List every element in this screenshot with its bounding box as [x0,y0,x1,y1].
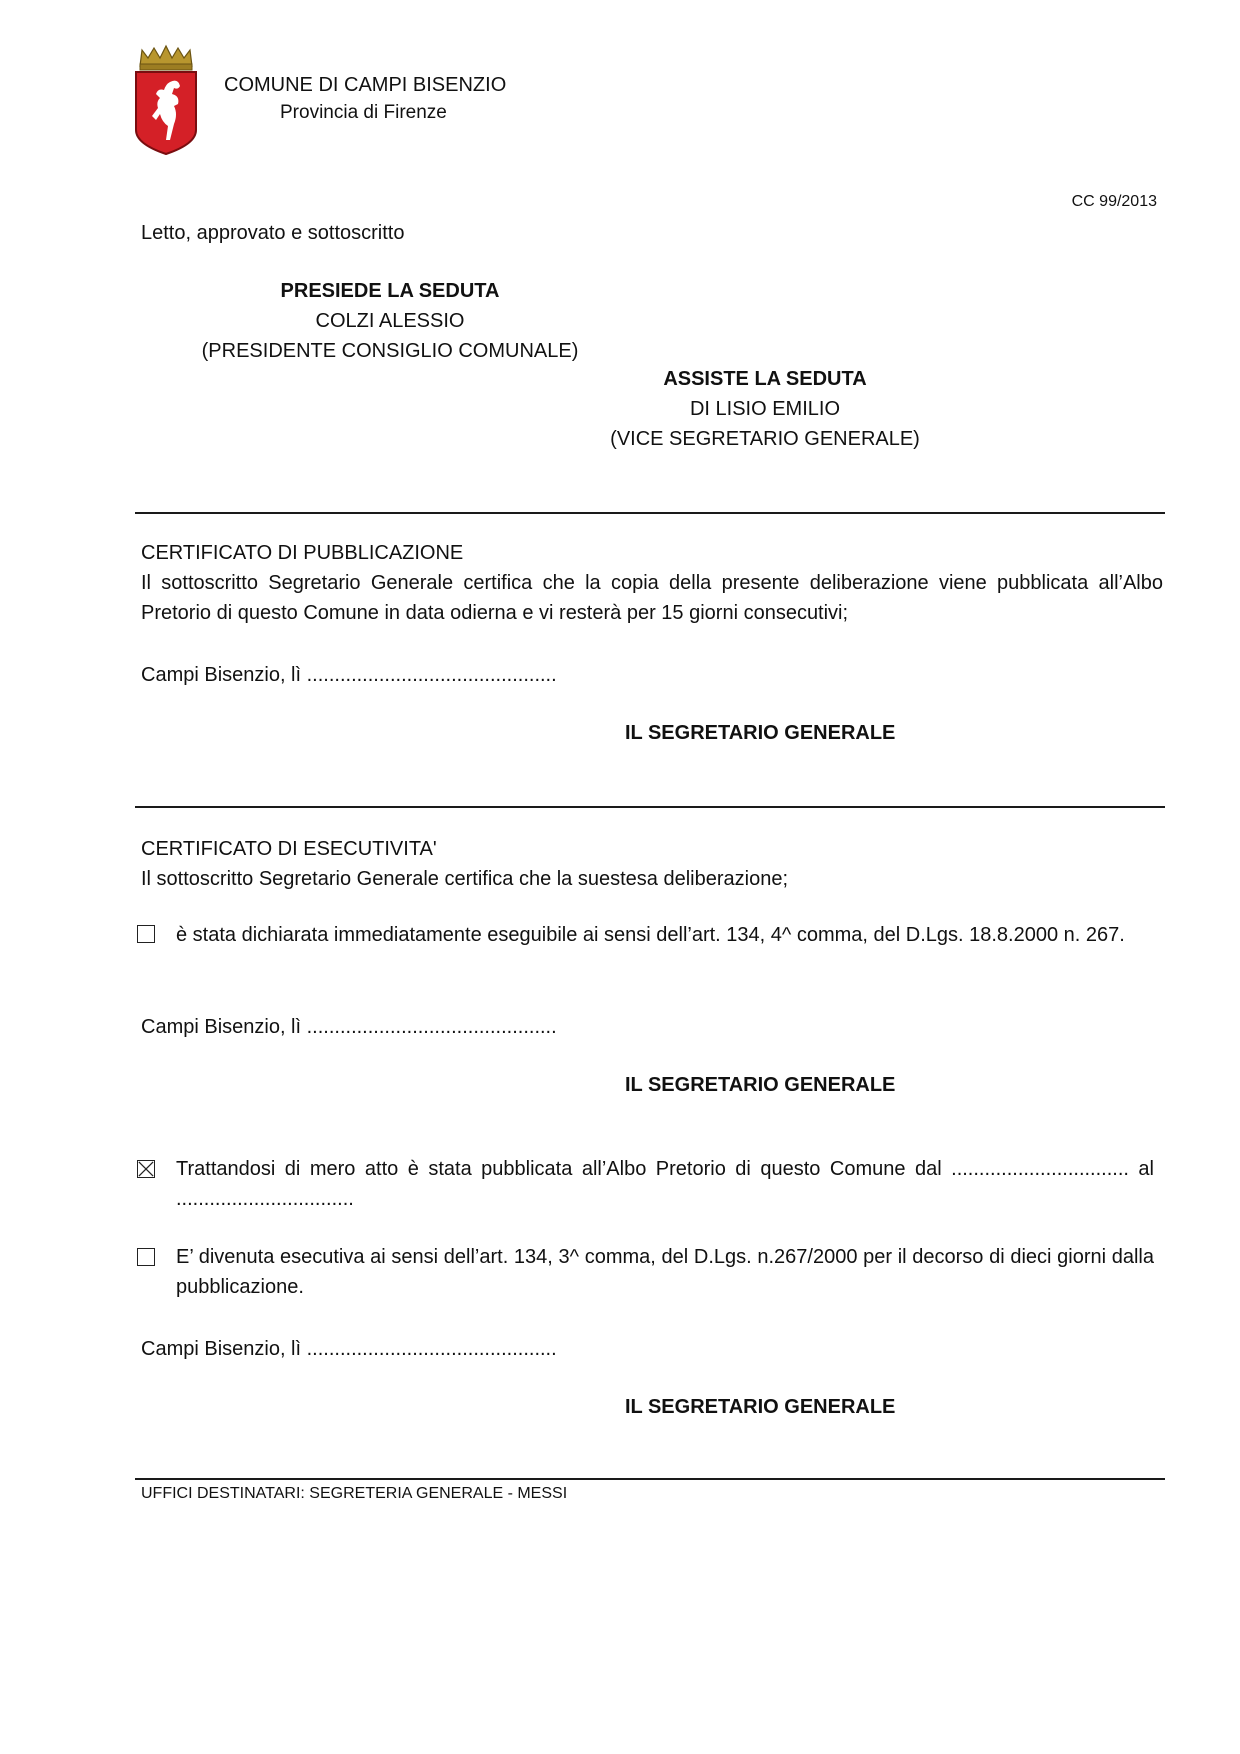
option2-checkbox[interactable] [137,1160,155,1178]
intro-text: Letto, approvato e sottoscritto [141,222,405,244]
assistant-title: (VICE SEGRETARIO GENERALE) [610,428,920,450]
executivity-place-date-1: Campi Bisenzio, lì ............................................. [141,1016,557,1038]
document-reference: CC 99/2013 [1071,193,1157,210]
publication-heading: CERTIFICATO DI PUBBLICAZIONE [141,542,464,564]
option1-checkbox[interactable] [137,925,155,943]
divider [135,1478,1165,1480]
divider [135,512,1165,514]
executivity-heading: CERTIFICATO DI ESECUTIVITA' [141,838,437,860]
checkbox-cross-icon [138,1161,154,1177]
publication-body: Il sottoscritto Segretario Generale certifica che la copia della presente deliberazione viene pubblicata all’Albo Pretorio di questo Comune in data odierna e vi resterà per 15 giorni consecutivi; [141,572,1163,624]
executivity-place-date-2: Campi Bisenzio, lì ............................................. [141,1338,557,1360]
president-title: (PRESIDENTE CONSIGLIO COMUNALE) [201,340,579,362]
publication-place-date: Campi Bisenzio, lì ............................................. [141,664,557,686]
assistant-role: ASSISTE LA SEDUTA [663,368,867,390]
footer-recipients: UFFICI DESTINATARI: SEGRETERIA GENERALE - MESSI [141,1485,568,1502]
municipality-name: COMUNE DI CAMPI BISENZIO [224,74,507,96]
executivity-signature-1: IL SEGRETARIO GENERALE [625,1074,896,1096]
publication-signature: IL SEGRETARIO GENERALE [625,722,896,744]
option3-text: E’ divenuta esecutiva ai sensi dell’art. 134, 3^ comma, del D.Lgs. n.267/2000 per il decorso di dieci giorni dalla pubblicazione. [176,1246,1154,1298]
option1-text: è stata dichiarata immediatamente eseguibile ai sensi dell’art. 134, 4^ comma, del D.Lgs. 18.8.2000 n. 267. [176,924,1125,946]
executivity-signature-2: IL SEGRETARIO GENERALE [625,1396,896,1418]
president-block [140,276,640,366]
option3-checkbox[interactable] [137,1248,155,1266]
divider [135,806,1165,808]
assistant-name: DI LISIO EMILIO [689,398,841,420]
president-role: PRESIEDE LA SEDUTA [280,280,500,302]
assistant-block [540,364,990,454]
province-name: Provincia di Firenze [280,102,447,123]
executivity-body: Il sottoscritto Segretario Generale certifica che la suestesa deliberazione; [141,868,789,890]
option2-text: Trattandosi di mero atto è stata pubblicata all’Albo Pretorio di questo Comune dal ................................ al ................................ [176,1158,1154,1210]
municipal-crest-icon [134,44,198,156]
president-name: COLZI ALESSIO [315,310,465,332]
